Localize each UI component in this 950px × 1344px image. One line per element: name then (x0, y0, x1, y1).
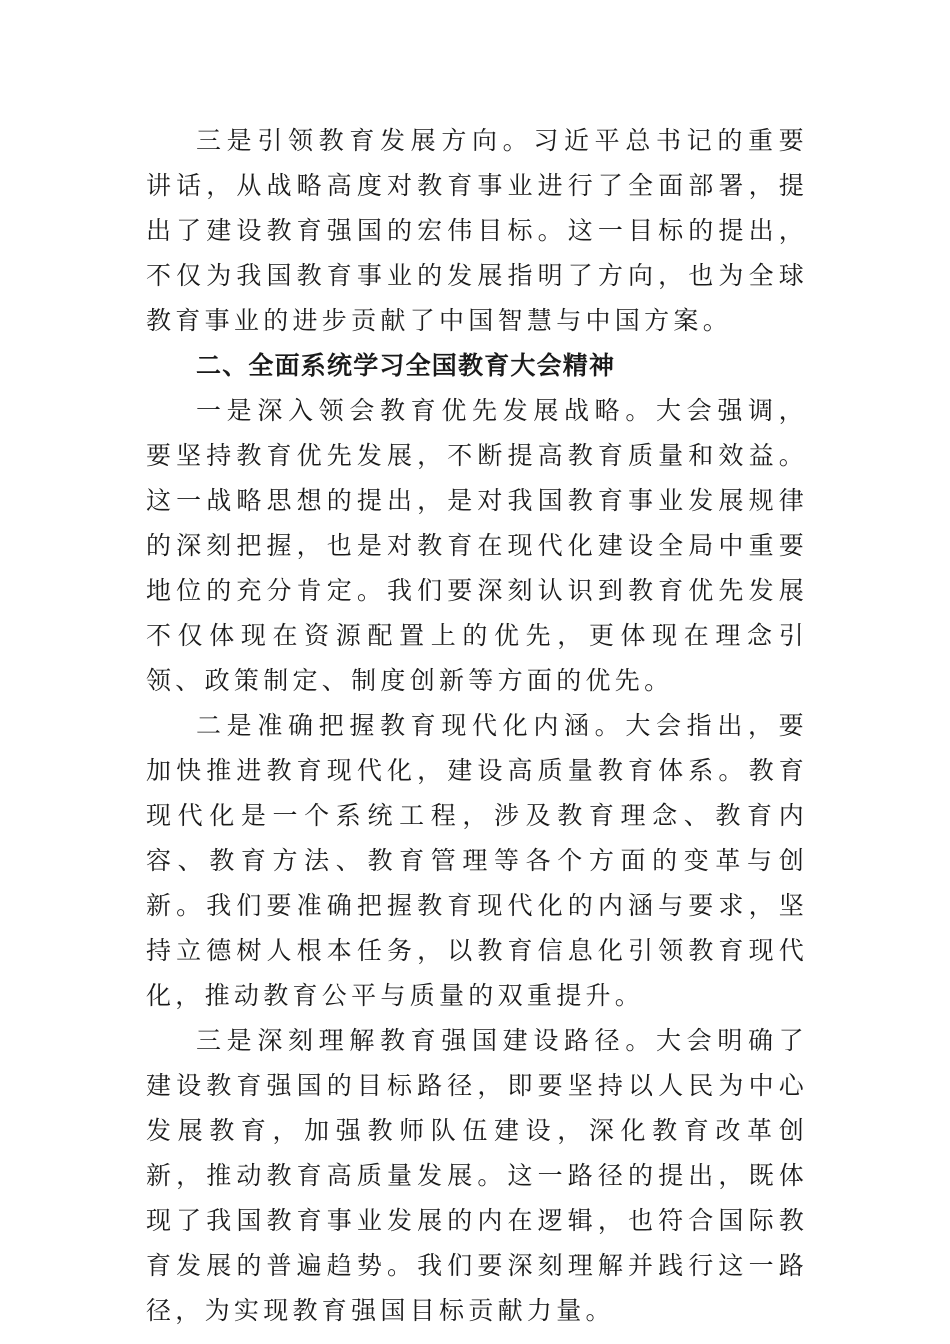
paragraph-construction-path: 三是深刻理解教育强国建设路径。大会明确了建设教育强国的目标路径，即要坚持以人民为中心发展教育，加强教师队伍建设，深化教育改革创新，推动教育高质量发展。这一路径的提出，既体现了我国教育事业发展的内在逻辑，也符合国际教育发展的普遍趋势。我们要深刻理解并践行这一路径，为实现教育强国目标贡献力量。 (146, 1026, 808, 1325)
paragraph-modernization: 二是准确把握教育现代化内涵。大会指出，要加快推进教育现代化，建设高质量教育体系。教育现代化是一个系统工程，涉及教育理念、教育内容、教育方法、教育管理等各个方面的变革与创新。我们要准确把握教育现代化的内涵与要求，坚持立德树人根本任务，以教育信息化引领教育现代化，推动教育公平与质量的双重提升。 (146, 711, 808, 1010)
document-body (146, 118, 808, 1333)
section-heading: 二、全面系统学习全国教育大会精神 (196, 351, 616, 380)
paragraph-priority-strategy: 一是深入领会教育优先发展战略。大会强调，要坚持教育优先发展，不断提高教育质量和效益。这一战略思想的提出，是对我国教育事业发展规律的深刻把握，也是对教育在现代化建设全局中重要地位的充分肯定。我们要深刻认识到教育优先发展不仅体现在资源配置上的优先，更体现在理念引领、政策制定、制度创新等方面的优先。 (146, 396, 808, 695)
paragraph-guiding-direction: 三是引领教育发展方向。习近平总书记的重要讲话，从战略高度对教育事业进行了全面部署，提出了建设教育强国的宏伟目标。这一目标的提出，不仅为我国教育事业的发展指明了方向，也为全球教育事业的进步贡献了中国智慧与中国方案。 (146, 126, 808, 335)
